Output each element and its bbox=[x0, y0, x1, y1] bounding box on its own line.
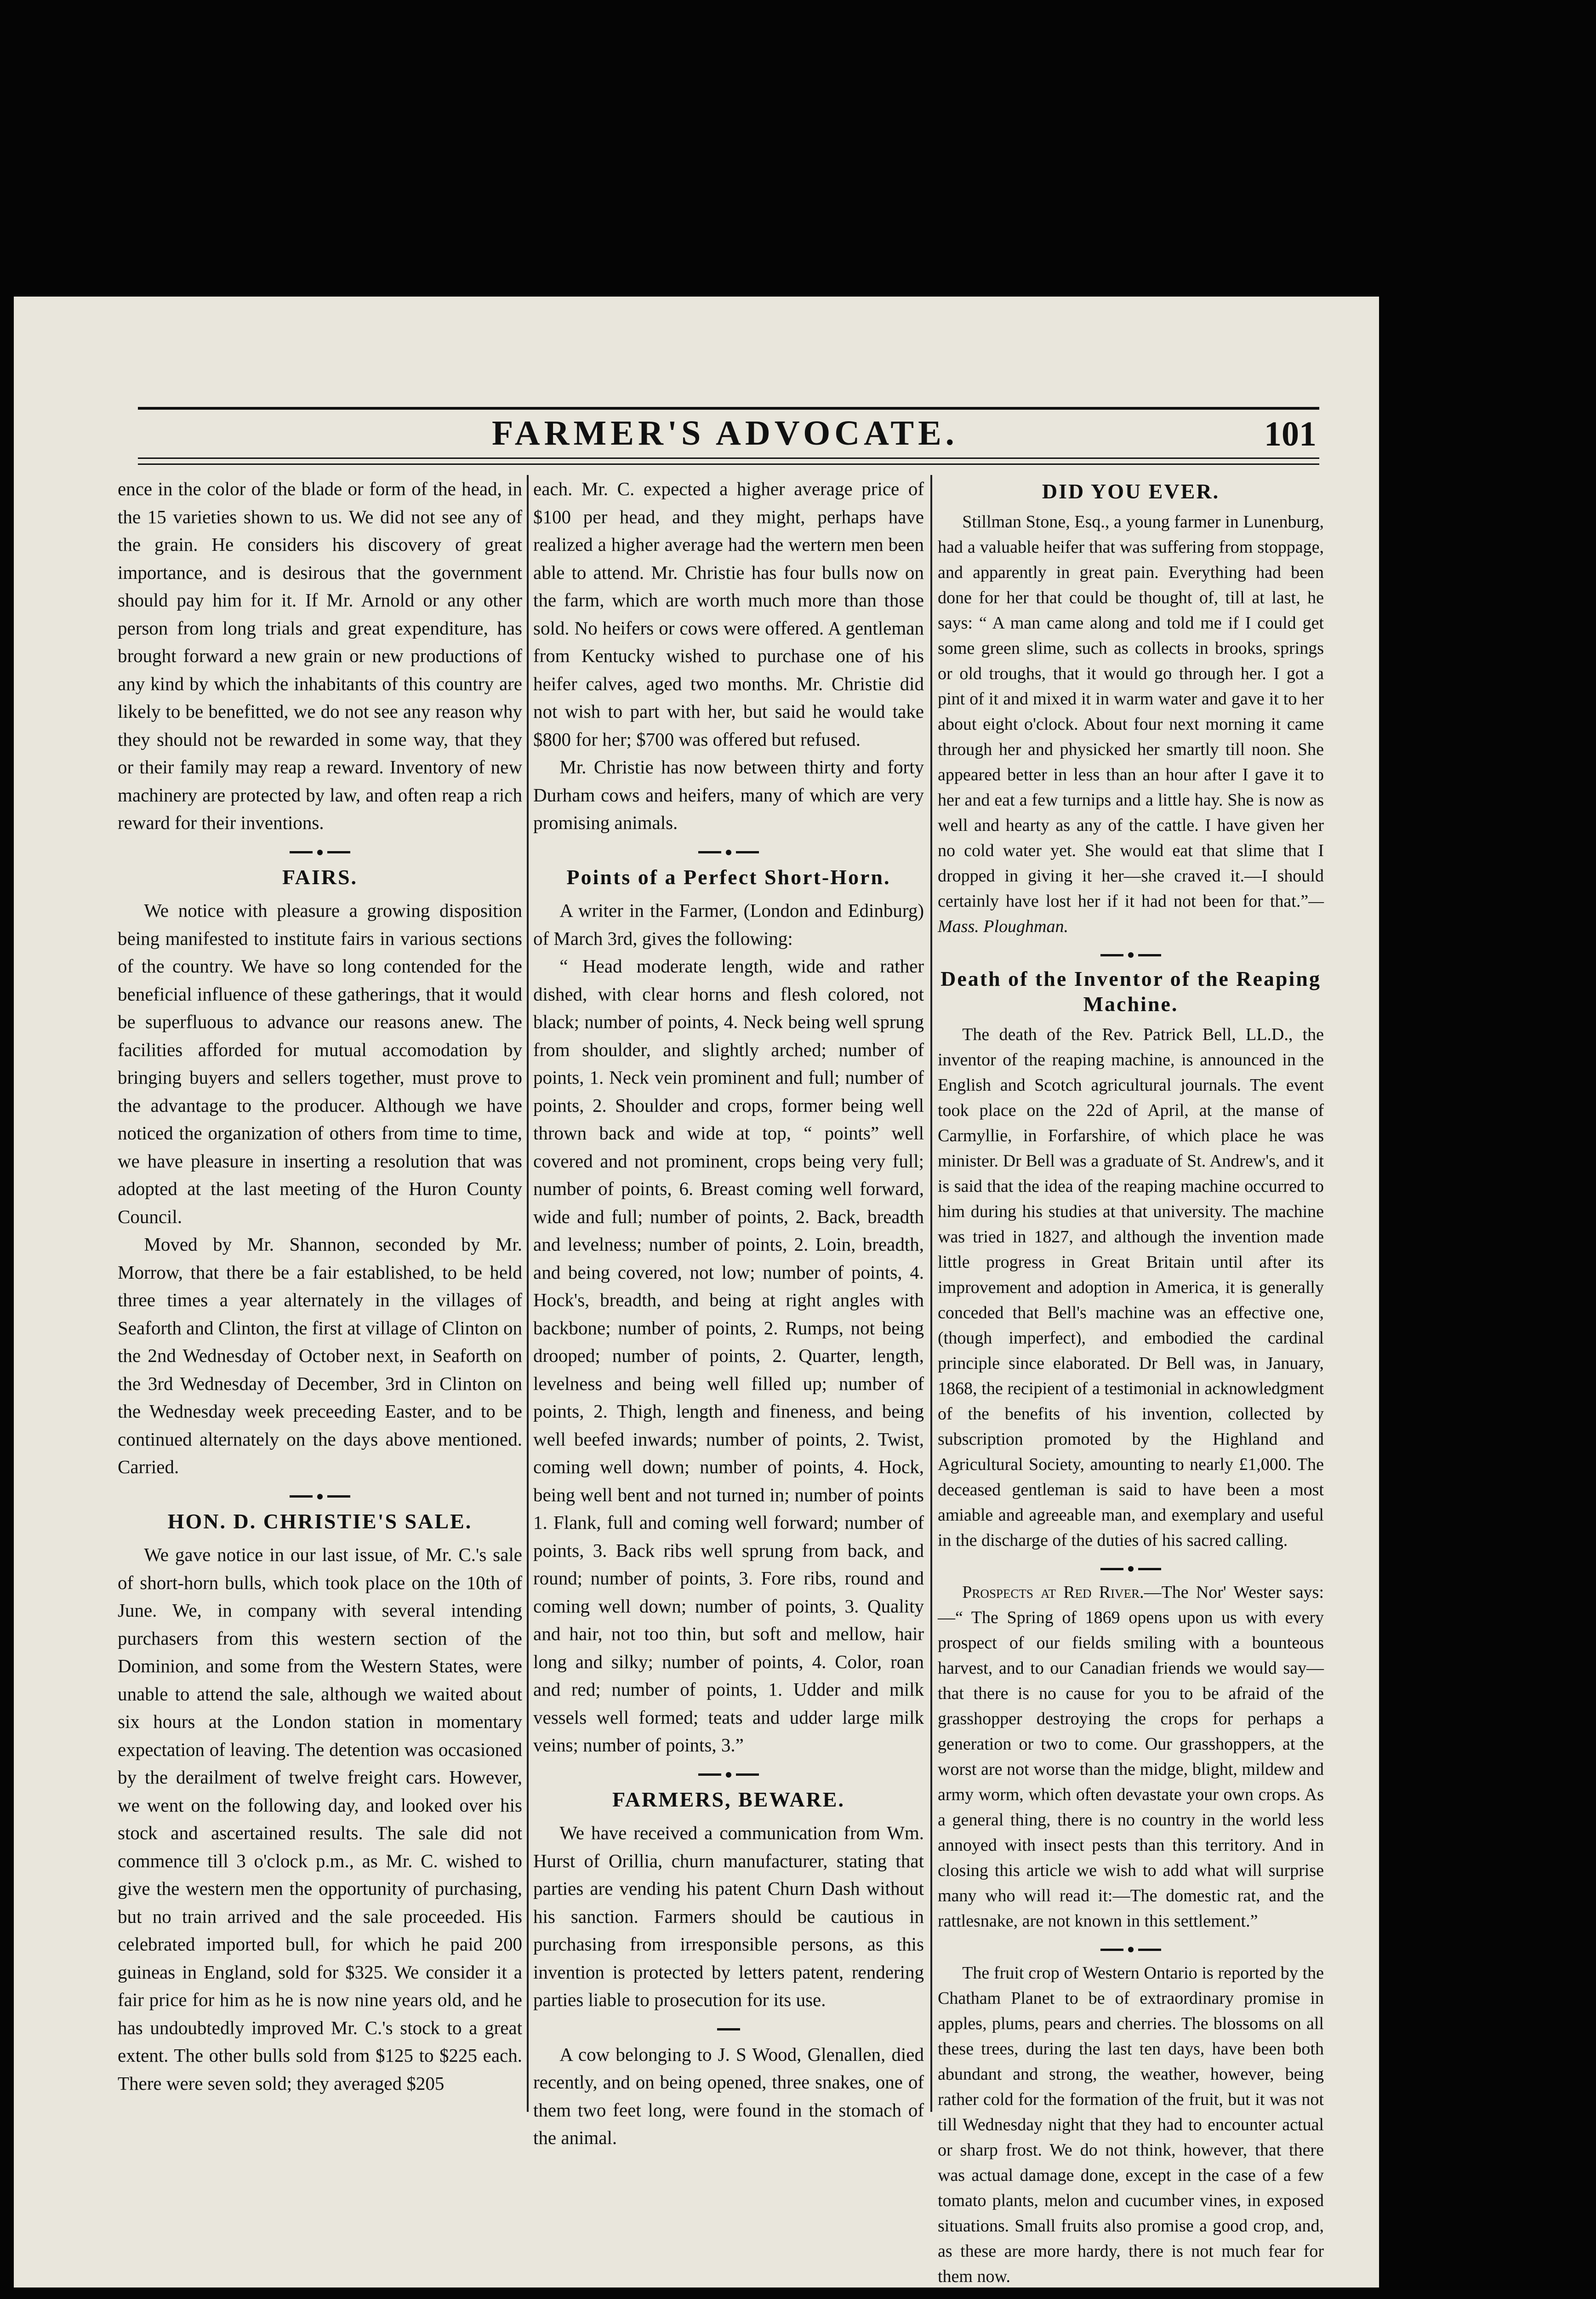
page-number: 101 bbox=[1264, 415, 1317, 453]
shorthorn-points: “ Head moderate length, wide and rather dished, with clear horns and flesh colored, not black; number of points, 4. Neck being well sprung from shoulder, and slightly arched; number of points, 1. Neck vein prominent and full; number of points, 2. Shoulder and crops, former being well thrown back and wide at top, “ points” well covered and not prominent, crops being very full; number of points, 6. Breast coming well forward, wide and full; number of points, 2. Back, breadth and levelness; number of points, 2. Loin, breadth, and being covered, not low; number of points, 4. Hock's, breadth, and being at right angles with backbone; number of points, 2. Rumps, not being drooped; number of points, 2. Quarter, length, levelness and being well filled up; number of points, 2. Thigh, length and fineness, and being well beefed inwards; number of points, 2. Twist, coming well down; number of points, 4. Hock, being well bent and not turned in; number of points 1. Flank, full and coming well forward; number of points, 3. Back ribs well sprung from back, and round; number of points, 3. Fore ribs, round and coming well down; number of points, 3. Quality and hair, not too thin, but soft and mellow, hair long and silky; number of points, 4. Color, roan and red; number of points, 1. Udder and milk vessels well formed; teats and udder large milk veins; number of points, 3.” bbox=[533, 955, 924, 1756]
section-separator bbox=[938, 1940, 1324, 1957]
section-separator bbox=[938, 1560, 1324, 1576]
column-middle bbox=[533, 475, 924, 2268]
beware-paragraph: We have received a communication from Wm. Hurst of Orillia, churn manufacturer, stating that parties are vending his patent Churn Dash without his sanction. Farmers should be cautious in purchasing from irresponsible persons, as this invention is protected by letters patent, rendering parties liable to prosecution for its use. bbox=[533, 1822, 924, 2010]
column-right bbox=[938, 475, 1324, 2286]
section-separator bbox=[533, 2020, 924, 2037]
masthead-title: FARMER'S ADVOCATE. bbox=[492, 414, 958, 452]
red-river-lead: Prospects at Red River. bbox=[962, 1583, 1144, 1602]
fairs-resolution: Moved by Mr. Shannon, seconded by Mr. Morrow, that there be a fair established, to be held three times a year alternately in the villages of Seaforth and Clinton, the first at village of Clinton on the 2nd Wednesday of October next, in Seaforth on the 3rd Wednesday of December, 3rd in Clinton on the Wednesday week preceeding Easter, and to be continued alternately on the days above mentioned. Carried. bbox=[118, 1234, 522, 1477]
did-you-ever-source: —Mass. Ploughman. bbox=[938, 892, 1324, 936]
christie-herd-paragraph: Mr. Christie has now between thirty and forty Durham cows and heifers, many of which are very promising animals. bbox=[533, 756, 924, 833]
christie-heading: HON. D. CHRISTIE'S SALE. bbox=[167, 1509, 473, 1533]
shorthorn-heading: Points of a Perfect Short-Horn. bbox=[566, 865, 891, 889]
did-you-ever-heading: DID YOU EVER. bbox=[1042, 480, 1220, 503]
fruit-crop-paragraph: The fruit crop of Western Ontario is reported by the Chatham Planet to be of extraordinary promise in apples, plums, pears and cherries. The blossoms on all these trees, during the last ten days, have been both abundant and strong, the weather, however, being rather cold for the formation of the fruit, but it was not till Wednesday night that they had to encounter actual or sharp frost. We do not think, however, that there was actual damage done, except in the case of a few tomato plants, melon and cucumber vines, in exposed situations. Small fruits also promise a good crop, and, as these are more hardy, there is not much fear for them now. bbox=[938, 1963, 1324, 2286]
shorthorn-intro: A writer in the Farmer, (London and Edinburg) of March 3rd, gives the following: bbox=[533, 900, 924, 949]
section-separator bbox=[118, 843, 522, 860]
section-separator bbox=[533, 843, 924, 860]
header-rule-top bbox=[138, 407, 1319, 410]
newspaper-page bbox=[14, 297, 1379, 2288]
did-you-ever-paragraph bbox=[938, 509, 1324, 939]
section-separator bbox=[118, 1487, 522, 1504]
fairs-paragraph: We notice with pleasure a growing disposition being manifested to institute fairs in various sections of the country. We have so long contended for the beneficial influence of these gatherings, that it would be superfluous to advance our reasons anew. The facilities afforded for mutual accomodation by bringing buyers and sellers together, must prove to the advantage to the producer. Although we have noticed the organization of others from time to time, we have pleasure in inserting a resolution that was adopted at the last meeting of the Huron County Council. bbox=[118, 900, 522, 1227]
header-rule-bottom bbox=[138, 458, 1319, 465]
column-divider bbox=[930, 475, 932, 2112]
red-river-paragraph bbox=[938, 1580, 1324, 1934]
beware-heading: FARMERS, BEWARE. bbox=[612, 1787, 845, 1811]
article-continuation: ence in the color of the blade or form of the head, in the 15 varieties shown to us. We did not see any of the grain. He considers his discovery of great importance, and is desirous that the government should pay him for it. If Mr. Arnold or any other person from long trials and great expenditure, has brought forward a new grain or new productions of any kind by which the inhabitants of this country are likely to be benefitted, we do not see any reason why they should not be rewarded in some way, that they or their family may reap a reward. Inventory of new machinery are protected by law, and often reap a rich reward for their inventions. bbox=[118, 478, 522, 833]
fairs-heading: FAIRS. bbox=[282, 865, 358, 889]
red-river-text: —The Nor' Wester says:—“ The Spring of 1869 opens upon us with every prospect of our fields smiling with a bounteous harvest, and to our Canadian friends we would say—that there is no cause for you to be afraid of the grasshopper destroying the crops for perhaps a generation or two to come. Our grasshoppers, at the worst are not worse than the midge, blight, mildew and army worm, which often devastate your own crops. As a general thing, there is no country in the world less annoyed with insect pests than this territory. And in closing this article we wish to add what will surprise many who will read it:—The domestic rat, and the rattlesnake, are not known in this settlement.” bbox=[938, 1583, 1324, 1931]
section-separator bbox=[533, 1766, 924, 1782]
reaper-heading: Death of the Inventor of the Reaping Machine. bbox=[940, 967, 1321, 1016]
christie-paragraph: We gave notice in our last issue, of Mr. C.'s sale of short-horn bulls, which took place on the 10th of June. We, in company with several intending purchasers from this western section of the Dominion, and some from the Western States, were unable to attend the sale, although we waited about six hours at the London station in momentary expectation of leaving. The detention was occasioned by the derailment of twelve freight cars. However, we went on the following day, and looked over his stock and ascertained results. The sale did not commence till 3 o'clock p.m., as Mr. C. wished to give the western men the opportunity of purchasing, but no train arrived and the sale proceeded. His celebrated imported bull, for which he paid 200 guineas in England, sold for $325. We consider it a fair price for him as he is now nine years old, and he has undoubtedly improved Mr. C.'s stock to a great extent. The other bulls sold from $125 to $225 each. There were seven sold; they averaged $205 bbox=[118, 1544, 522, 2094]
column-divider bbox=[527, 475, 529, 2112]
column-left bbox=[118, 475, 522, 2268]
cow-paragraph: A cow belonging to J. S Wood, Glenallen, died recently, and on being opened, three snakes, one of them two feet long, were found in the stomach of the animal. bbox=[533, 2043, 924, 2148]
did-you-ever-text: Stillman Stone, Esq., a young farmer in Lunenburg, had a valuable heifer that was suffering from stoppage, and apparently in great pain. Everything had been done for her that could be thought of, till at last, he says: “ A man came along and told me if I could get some green slime, such as collects in brooks, springs or old troughs, that it would go through her. I got a pint of it and mixed it in warm water and gave it to her about eight o'clock. About four next morning it came through her and physicked her smartly till noon. She appeared better in less than an hour after I gave it to her and eat a few turnips and a little hay. She is now as well and hearty as any of the cattle. I have given her no cold water yet. She would eat that slime that I dropped in giving it her—she craved it.—I should certainly have lost her if it had not been for that.” bbox=[938, 512, 1324, 911]
article-continuation: each. Mr. C. expected a higher average price of $100 per head, and they might, perhaps have realized a higher average had the wertern men been able to attend. Mr. Christie has four bulls now on the farm, which are worth much more than those sold. No heifers or cows were offered. A gentleman from Kentucky wished to purchase one of his heifer calves, aged two months. Mr. Christie did not wish to part with her, but said he would take $800 for her; $700 was offered but refused. bbox=[533, 478, 924, 750]
section-separator bbox=[938, 946, 1324, 962]
reaper-paragraph: The death of the Rev. Patrick Bell, LL.D., the inventor of the reaping machine, is announced in the English and Scotch agricultural journals. The event took place on the 22d of April, at the manse of Carmyllie, in Forfarshire, of which place he was minister. Dr Bell was a graduate of St. Andrew's, and it is said that the idea of the reaping machine occurred to him during his studies at that university. The machine was tried in 1827, and although the invention made little progress in Great Britain until after its improvement and adoption in America, it is generally conceded that Bell's machine was an effective one, (though imperfect), and embodied the cardinal principle since elaborated. Dr Bell was, in January, 1868, the recipient of a testimonial in acknowledgment of the benefits of his invention, collected by subscription promoted by the Highland and Agricultural Society, amounting to nearly £1,000. The deceased gentleman is said to have been a most amiable and agreeable man, and exemplary and useful in the discharge of the duties of his sacred calling. bbox=[938, 1025, 1324, 1550]
